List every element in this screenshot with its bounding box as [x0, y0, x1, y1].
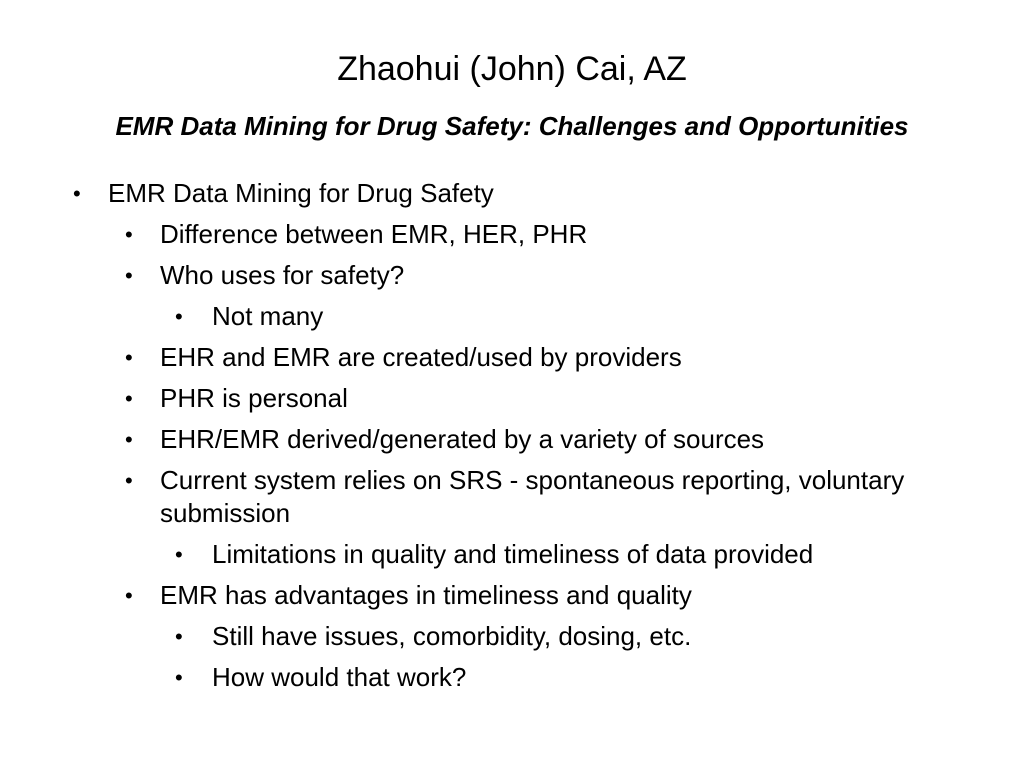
list-item [0, 177, 1000, 210]
list-item-text: EMR Data Mining for Drug Safety [108, 178, 494, 208]
bullet-icon: • [125, 583, 133, 608]
bullet-icon: • [175, 624, 183, 649]
list-item [0, 259, 1000, 292]
bullet-icon: • [125, 345, 133, 370]
list-item [0, 423, 1000, 456]
list-item-text: Limitations in quality and timeliness of data provided [212, 539, 814, 569]
list-item-text: Current system relies on SRS - spontaneous reporting, voluntary submission [160, 465, 905, 528]
list-item-text: Not many [212, 301, 324, 331]
bullet-icon: • [73, 181, 81, 206]
bullet-icon: • [175, 542, 183, 567]
list-item-text: Who uses for safety? [160, 260, 405, 290]
list-item [0, 579, 1000, 612]
list-item [0, 538, 1000, 571]
slide-subtitle: EMR Data Mining for Drug Safety: Challenges and Opportunities [115, 111, 909, 141]
list-item [0, 382, 1000, 415]
list-item [0, 661, 1000, 694]
bullet-icon: • [125, 222, 133, 247]
list-item-text: EMR has advantages in timeliness and quality [160, 580, 692, 610]
list-item-text: Still have issues, comorbidity, dosing, etc. [212, 621, 692, 651]
list-item-text: How would that work? [212, 662, 467, 692]
slide-title: Zhaohui (John) Cai, AZ [337, 50, 687, 88]
bullet-icon: • [175, 665, 183, 690]
bullet-icon: • [125, 468, 133, 493]
list-item-text: PHR is personal [160, 383, 348, 413]
list-item-text: EHR and EMR are created/used by providers [160, 342, 682, 372]
list-item [0, 218, 1000, 251]
list-item [0, 300, 1000, 333]
list-item [0, 620, 1000, 653]
bullet-icon: • [125, 427, 133, 452]
list-item [0, 464, 1000, 530]
bullet-list [0, 177, 1000, 702]
bullet-icon: • [175, 304, 183, 329]
list-item-text: EHR/EMR derived/generated by a variety of sources [160, 424, 765, 454]
bullet-icon: • [125, 263, 133, 288]
bullet-icon: • [125, 386, 133, 411]
list-item-text: Difference between EMR, HER, PHR [160, 219, 588, 249]
list-item [0, 341, 1000, 374]
